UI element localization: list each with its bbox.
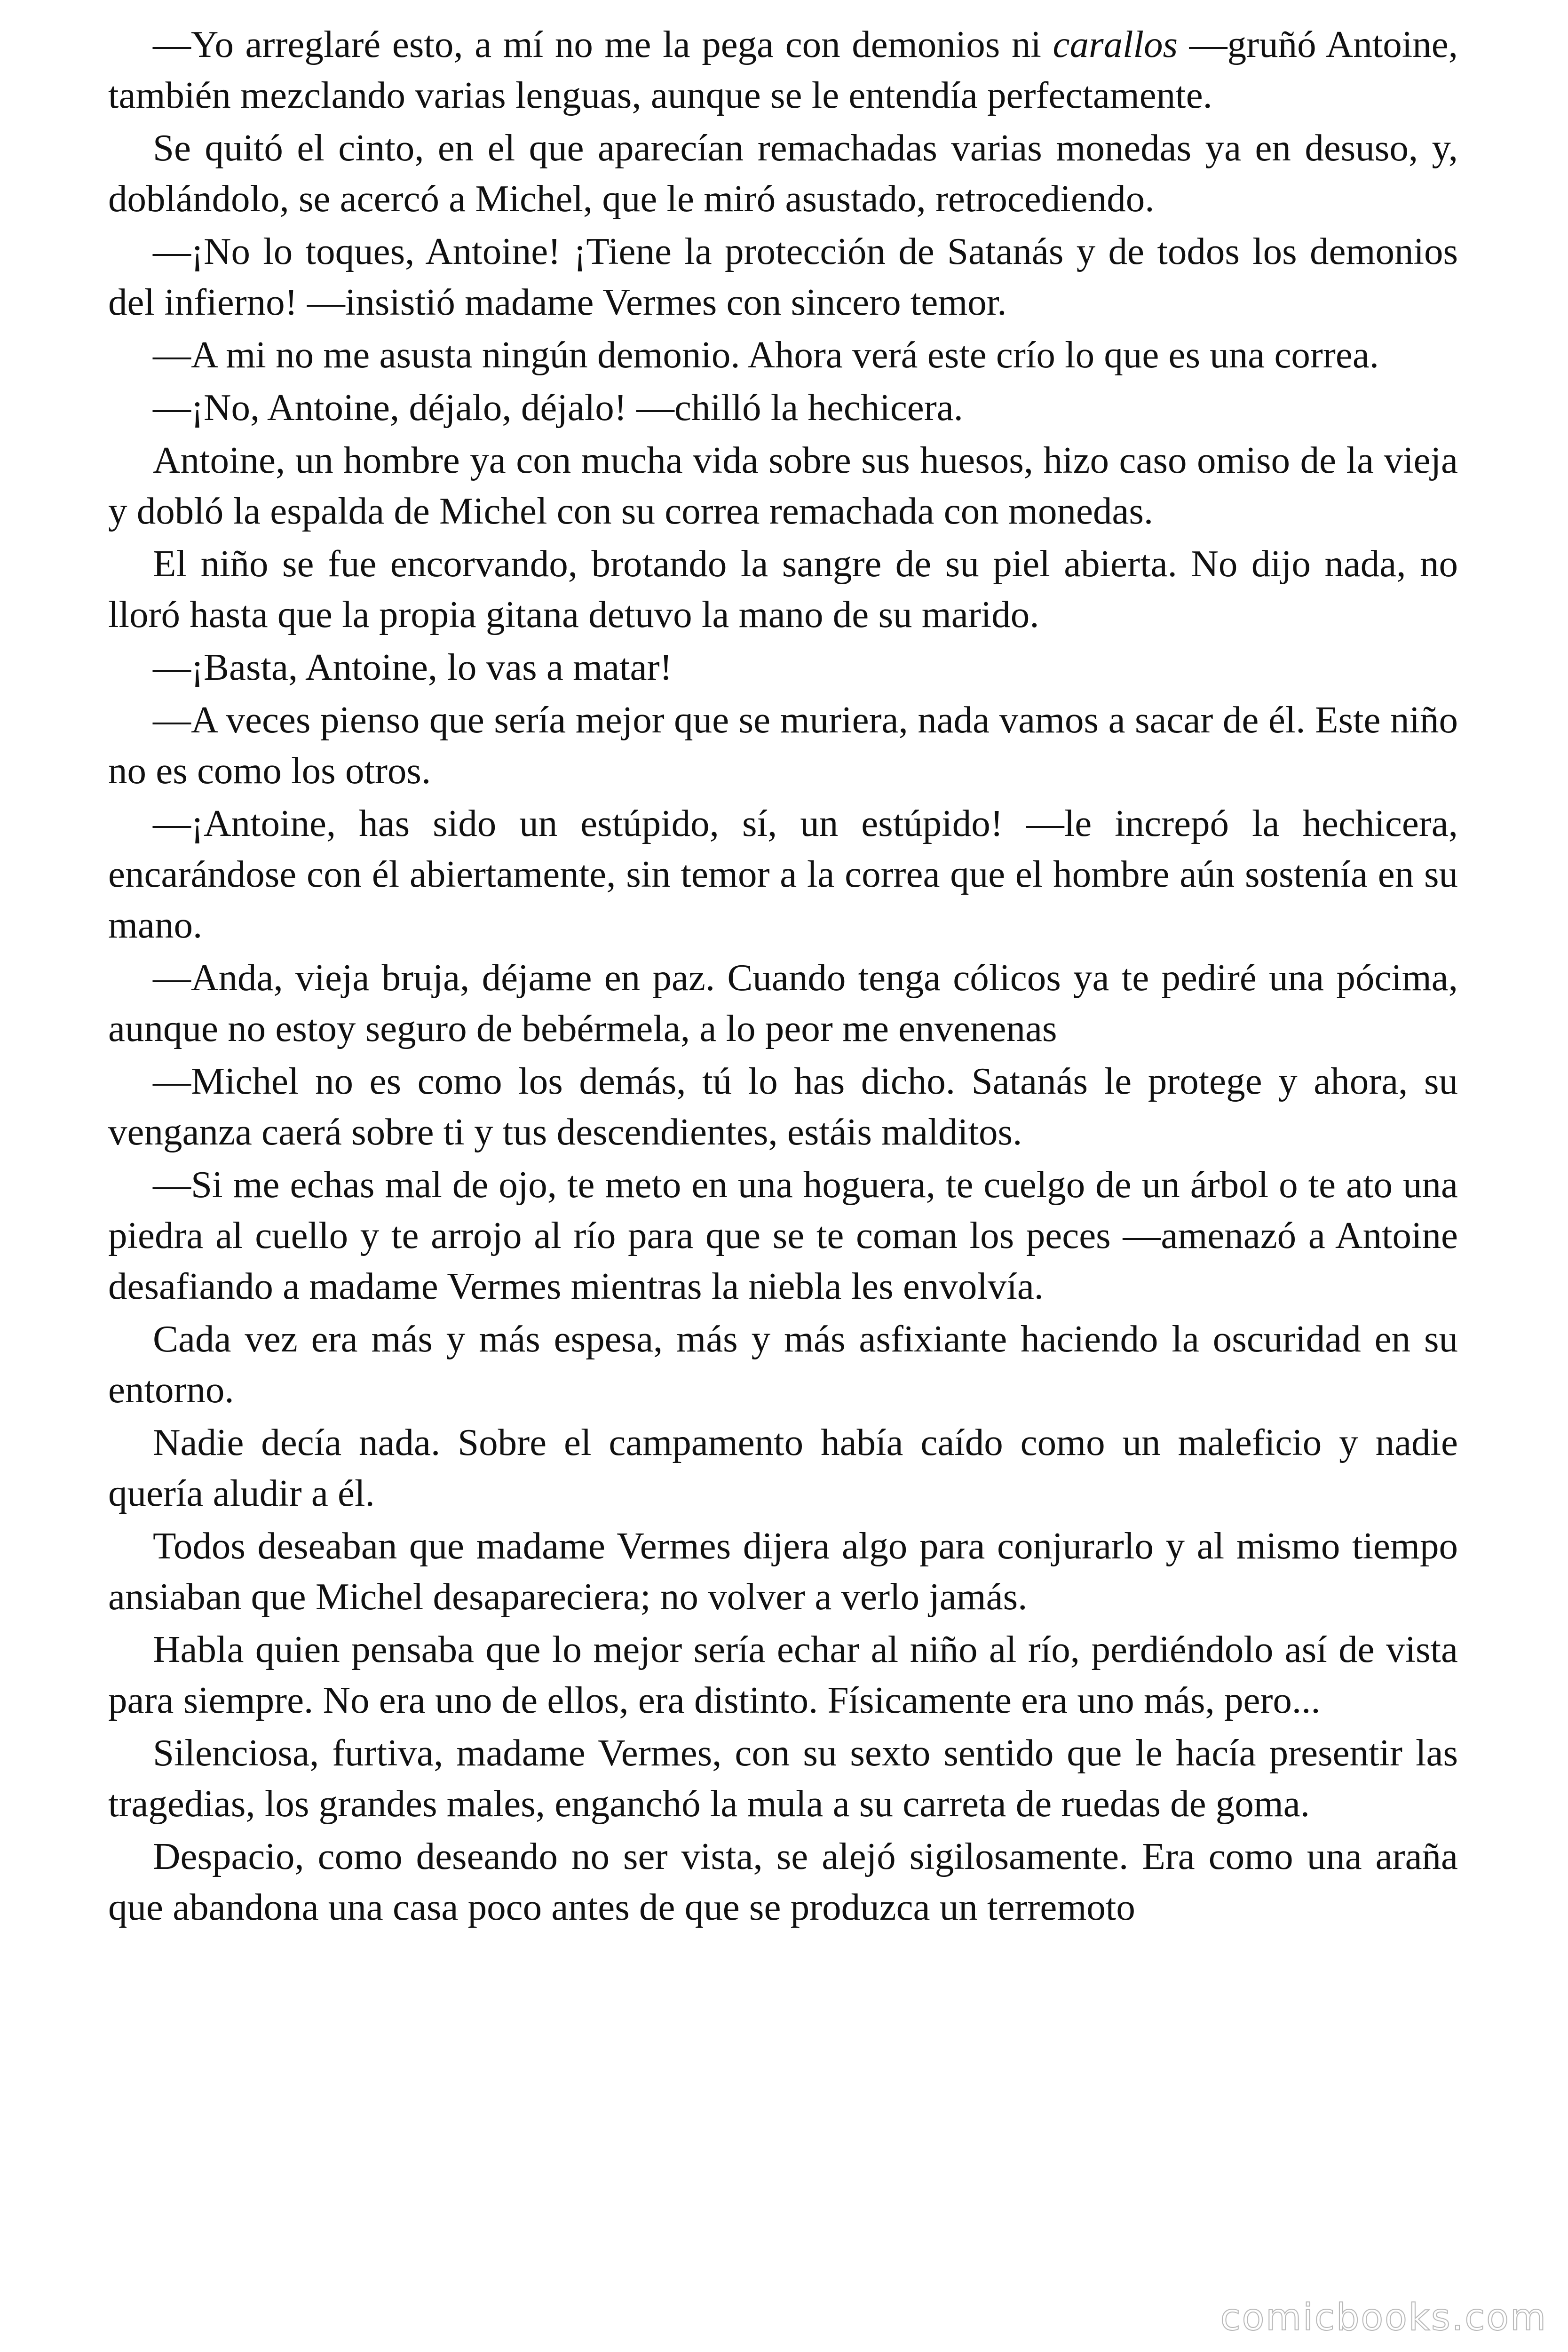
paragraph-10: —¡Antoine, has sido un estúpido, sí, un estúpido! —le increpó la hechicera, encarándose con él abiertamente, sin temor a la correa que el hombre aún sostenía en su mano.	[108, 802, 1458, 946]
paragraph-18: Silenciosa, furtiva, madame Vermes, con su sexto sentido que le hacía presentir las tragedias, los grandes males, enganchó la mula a su carreta de ruedas de goma.	[108, 1732, 1458, 1825]
paragraph-1-after: —gruñó Antoine, también mezclando varias lenguas, aunque se le entendía perfectamente.	[108, 23, 1458, 116]
paragraph-7: El niño se fue encorvando, brotando la sangre de su piel abierta. No dijo nada, no lloró hasta que la propia gitana detuvo la mano de su marido.	[108, 542, 1458, 636]
paragraph-8: —¡Basta, Antoine, lo vas a matar!	[153, 646, 673, 688]
paragraph-9: —A veces pienso que sería mejor que se muriera, nada vamos a sacar de él. Este niño no es como los otros.	[108, 699, 1458, 792]
paragraph-14: Cada vez era más y más espesa, más y más asfixiante haciendo la oscuridad en su entorno.	[108, 1318, 1458, 1411]
watermark-text: comicbooks.com	[1220, 2296, 1547, 2339]
paragraph-1-before: —Yo arreglaré esto, a mí no me la pega con demonios ni	[153, 23, 1053, 65]
paragraph-11: —Anda, vieja bruja, déjame en paz. Cuando tenga cólicos ya te pediré una pócima, aunque no estoy seguro de bebérmela, a lo peor me envenenas	[108, 956, 1458, 1049]
paragraph-1	[108, 19, 1458, 120]
paragraph-13: —Si me echas mal de ojo, te meto en una hoguera, te cuelgo de un árbol o te ato una piedra al cuello y te arrojo al río para que se te coman los peces —amenazó a Antoine desafiando a madame Vermes mientras la niebla les envolvía.	[108, 1163, 1458, 1307]
paragraph-3: —¡No lo toques, Antoine! ¡Tiene la protección de Satanás y de todos los demonios del infierno! —insistió madame Vermes con sincero temor.	[108, 230, 1458, 323]
paragraph-12: —Michel no es como los demás, tú lo has dicho. Satanás le protege y ahora, su venganza caerá sobre ti y tus descendientes, estáis malditos.	[108, 1060, 1458, 1153]
paragraph-5: —¡No, Antoine, déjalo, déjalo! —chilló la hechicera.	[153, 386, 963, 429]
paragraph-4: —A mi no me asusta ningún demonio. Ahora verá este crío lo que es una correa.	[153, 334, 1379, 376]
paragraph-17: Habla quien pensaba que lo mejor sería echar al niño al río, perdiéndolo así de vista para siempre. No era uno de ellos, era distinto. Físicamente era uno más, pero...	[108, 1628, 1458, 1721]
book-page	[108, 19, 1458, 2314]
paragraph-1-italic-word: carallos	[1053, 23, 1178, 65]
paragraph-19: Despacio, como deseando no ser vista, se alejó sigilosamente. Era como una araña que abandona una casa poco antes de que se produzca un terremoto	[108, 1835, 1458, 1928]
paragraph-16: Todos deseaban que madame Vermes dijera algo para conjurarlo y al mismo tiempo ansiaban que Michel desapareciera; no volver a verlo jamás.	[108, 1525, 1458, 1618]
paragraph-6: Antoine, un hombre ya con mucha vida sobre sus huesos, hizo caso omiso de la vieja y dobló la espalda de Michel con su correa remachada con monedas.	[108, 439, 1458, 532]
paragraph-2: Se quitó el cinto, en el que aparecían remachadas varias monedas ya en desuso, y, doblándolo, se acercó a Michel, que le miró asustado, retrocediendo.	[108, 127, 1458, 220]
paragraph-15: Nadie decía nada. Sobre el campamento había caído como un maleficio y nadie quería aludir a él.	[108, 1421, 1458, 1514]
